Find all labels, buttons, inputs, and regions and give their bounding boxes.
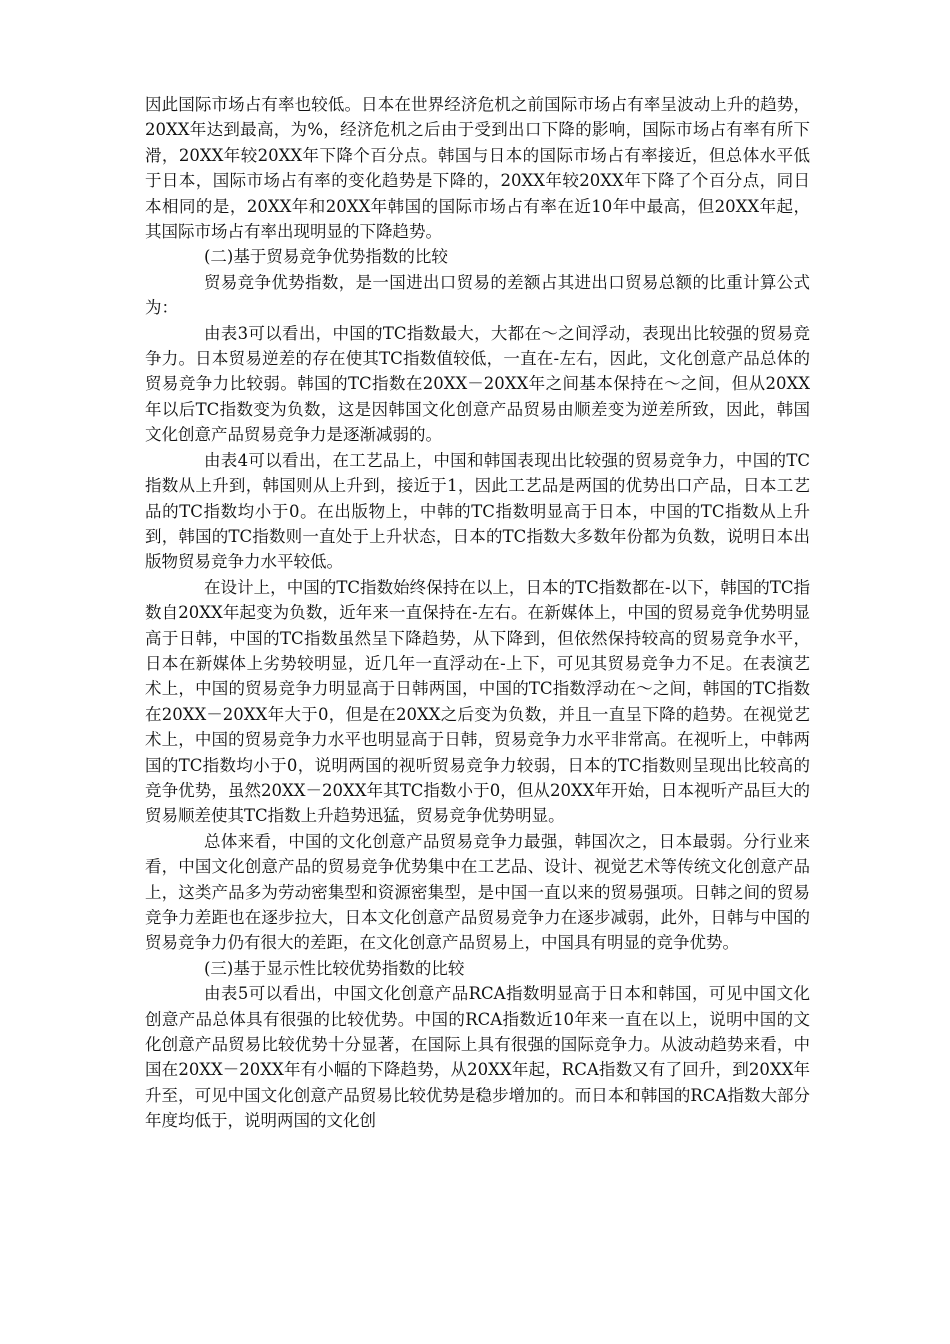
paragraph: 贸易竞争优势指数，是一国进出口贸易的差额占其进出口贸易总额的比重计算公式为：: [145, 272, 810, 318]
paragraph: 由表3可以看出，中国的TC指数最大，大都在～之间浮动，表现出比较强的贸易竞争力。日本贸易逆差的存在使其TC指数值较低，一直在-左右，因此，文化创意产品总体的贸易竞争力比较弱。韩国的TC指数在20XX－20XX年之间基本保持在～之间，但从20XX年以后TC指数变为负数，这是因韩国文化创意产品贸易由顺差变为逆差所致，因此，韩国文化创意产品贸易竞争力是逐渐减弱的。: [145, 323, 810, 445]
section-heading: (三)基于显示性比较优势指数的比较: [204, 958, 465, 978]
paragraph: 在设计上，中国的TC指数始终保持在以上，日本的TC指数都在-以下，韩国的TC指数自20XX年起变为负数，近年来一直保持在-左右。在新媒体上，中国的贸易竞争优势明显高于日韩，中国的TC指数虽然呈下降趋势，从下降到，但依然保持较高的贸易竞争水平，日本在新媒体上劣势较明显，近几年一直浮动在-上下，可见其贸易竞争力不足。在表演艺术上，中国的贸易竞争力明显高于日韩两国，中国的TC指数浮动在～之间，韩国的TC指数在20XX－20XX年大于0，但是在20XX之后变为负数，并且一直呈下降的趋势。在视觉艺术上，中国的贸易竞争力水平也明显高于日韩，贸易竞争力水平非常高。在视听上，中韩两国的TC指数均小于0，说明两国的视听贸易竞争力较弱，日本的TC指数则呈现出比较高的竞争优势，虽然20XX－20XX年其TC指数小于0，但从20XX年开始，日本视听产品巨大的贸易顺差使其TC指数上升趋势迅猛，贸易竞争优势明显。: [145, 577, 810, 826]
paragraph: 由表5可以看出，中国文化创意产品RCA指数明显高于日本和韩国，可见中国文化创意产品总体具有很强的比较优势。中国的RCA指数近10年来一直在以上，说明中国的文化创意产品贸易比较优势十分显著，在国际上具有很强的国际竞争力。从波动趋势来看，中国在20XX－20XX年有小幅的下降趋势，从20XX年起，RCA指数又有了回升，到20XX年升至，可见中国文化创意产品贸易比较优势是稳步增加的。而日本和韩国的RCA指数大部分年度均低于，说明两国的文化创: [145, 984, 810, 1131]
paragraph: 因此国际市场占有率也较低。日本在世界经济危机之前国际市场占有率呈波动上升的趋势，20XX年达到最高，为%，经济危机之后由于受到出口下降的影响，国际市场占有率有所下滑，20XX年较20XX年下降个百分点。韩国与日本的国际市场占有率接近，但总体水平低于日本，国际市场占有率的变化趋势是下降的，20XX年较20XX年下降了个百分点，同日本相同的是，20XX年和20XX年韩国的国际市场占有率在近10年中最高，但20XX年起，其国际市场占有率出现明显的下降趋势。: [145, 95, 810, 242]
section-heading: (二)基于贸易竞争优势指数的比较: [204, 247, 448, 267]
document-body: [145, 92, 810, 1134]
paragraph: 由表4可以看出，在工艺品上，中国和韩国表现出比较强的贸易竞争力，中国的TC指数从上升到，韩国则从上升到，接近于1，因此工艺品是两国的优势出口产品，日本工艺品的TC指数均小于0。在出版物上，中韩的TC指数明显高于日本，中国的TC指数从上升到，韩国的TC指数则一直处于上升状态，日本的TC指数大多数年份都为负数，说明日本出版物贸易竞争力水平较低。: [145, 450, 810, 572]
paragraph: 总体来看，中国的文化创意产品贸易竞争力最强，韩国次之，日本最弱。分行业来看，中国文化创意产品的贸易竞争优势集中在工艺品、设计、视觉艺术等传统文化创意产品上，这类产品多为劳动密集型和资源密集型，是中国一直以来的贸易强项。日韩之间的贸易竞争力差距也在逐步拉大，日本文化创意产品贸易竞争力在逐步减弱，此外，日韩与中国的贸易竞争力仍有很大的差距，在文化创意产品贸易上，中国具有明显的竞争优势。: [145, 831, 810, 953]
